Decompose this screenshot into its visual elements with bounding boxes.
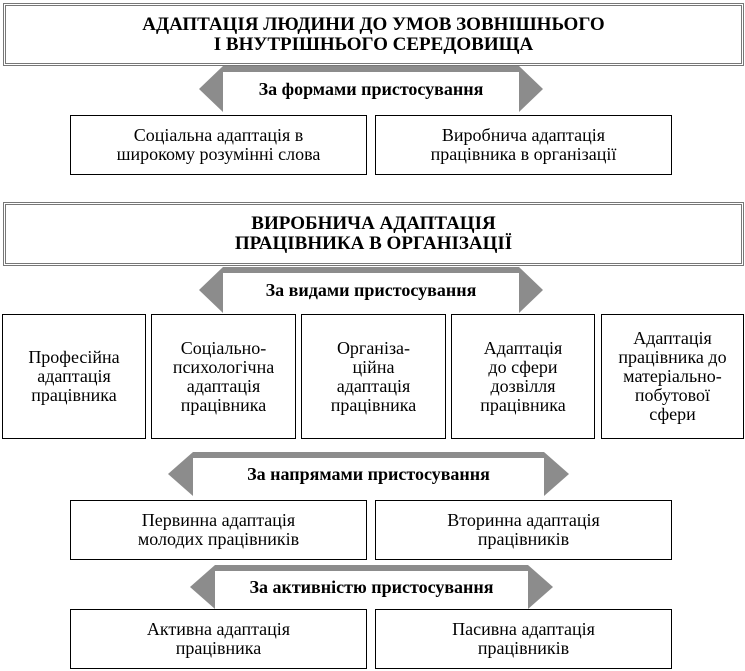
directions-arrow-label: За напрямами пристосування bbox=[247, 463, 490, 484]
organizational-adaptation-box bbox=[301, 314, 446, 439]
material-household-adaptation-box bbox=[601, 314, 744, 439]
professional-adaptation-box bbox=[2, 314, 146, 439]
directions-arrow bbox=[168, 452, 569, 496]
main-title: АДАПТАЦІЯ ЛЮДИНИ ДО УМОВ ЗОВНІШНЬОГО І ВНУТРІШНЬОГО СЕРЕДОВИЩА bbox=[142, 13, 605, 55]
passive-adaptation-box bbox=[375, 609, 672, 669]
leisure-adaptation-box bbox=[451, 314, 595, 439]
leisure-adaptation-text: Адаптація до сфери дозвілля працівника bbox=[480, 337, 566, 415]
social-adaptation-box bbox=[70, 115, 367, 175]
production-adaptation-text: Виробнича адаптація працівника в організації bbox=[430, 125, 617, 164]
secondary-adaptation-text: Вторинна адаптація працівників bbox=[447, 510, 600, 549]
forms-arrow bbox=[199, 66, 543, 112]
secondary-adaptation-box bbox=[375, 500, 672, 560]
professional-adaptation-text: Професійна адаптація працівника bbox=[28, 347, 120, 405]
material-household-adaptation-text: Адаптація працівника до матеріально- побутової сфери bbox=[618, 328, 727, 424]
passive-adaptation-text: Пасивна адаптація працівників bbox=[452, 619, 595, 658]
production-adaptation-box bbox=[375, 115, 672, 175]
organizational-adaptation-text: Організа- ційна адаптація працівника bbox=[330, 337, 417, 415]
primary-adaptation-box bbox=[70, 500, 367, 560]
socio-psychological-adaptation-box bbox=[151, 314, 296, 439]
second-title-box bbox=[3, 202, 744, 266]
activity-arrow bbox=[190, 565, 553, 609]
second-title: ВИРОБНИЧА АДАПТАЦІЯ ПРАЦІВНИКА В ОРГАНІЗАЦІЇ bbox=[234, 213, 513, 254]
primary-adaptation-text: Первинна адаптація молодих працівників bbox=[137, 510, 300, 549]
social-adaptation-text: Соціальна адаптація в широкому розумінні слова bbox=[116, 125, 321, 164]
forms-arrow-label: За формами пристосування bbox=[258, 78, 484, 99]
types-arrow bbox=[199, 267, 543, 313]
socio-psychological-adaptation-text: Соціально- психологічна адаптація працівника bbox=[172, 337, 275, 415]
main-title-box bbox=[3, 3, 744, 66]
activity-arrow-label: За активністю пристосування bbox=[249, 576, 494, 597]
types-arrow-label: За видами пристосування bbox=[265, 279, 477, 300]
active-adaptation-box bbox=[70, 609, 367, 669]
active-adaptation-text: Активна адаптація працівника bbox=[146, 619, 291, 658]
